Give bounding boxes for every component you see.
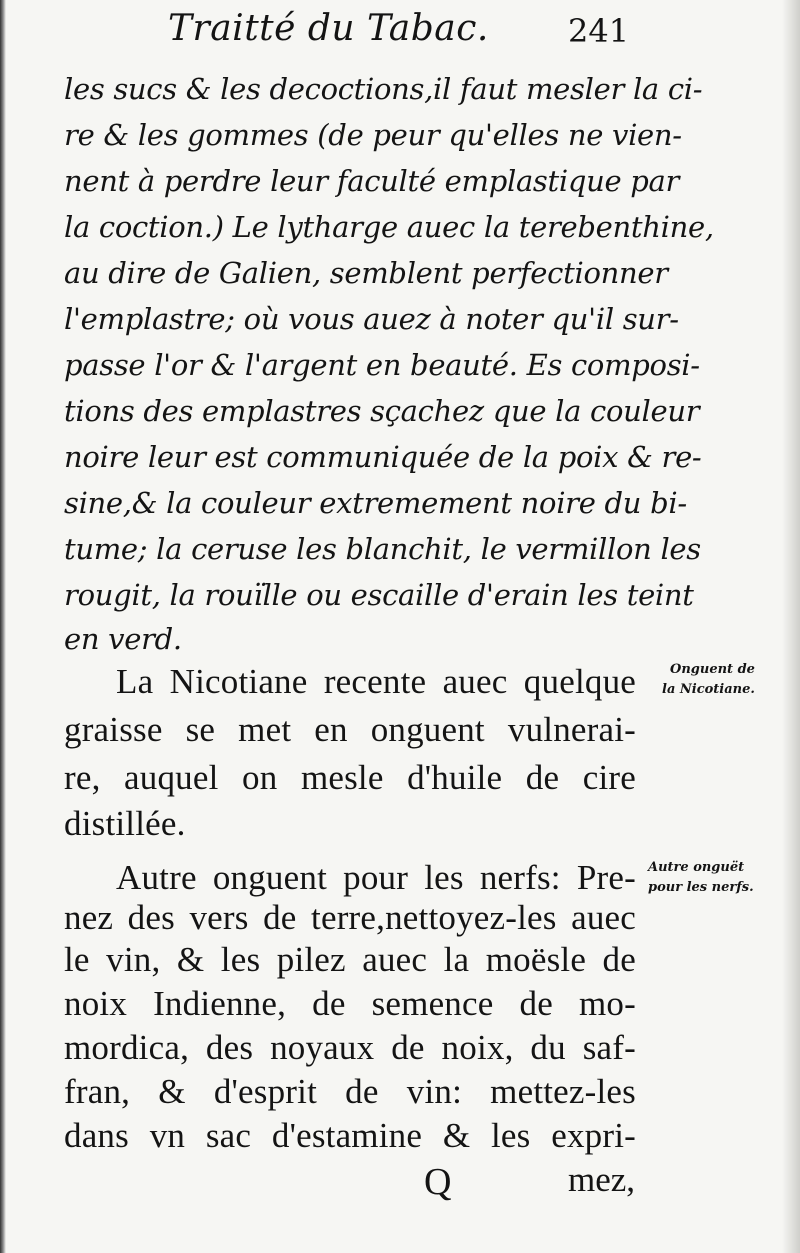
- page-edge-shadow: [782, 0, 800, 1253]
- text-line: distillée.: [64, 804, 186, 843]
- text-line: au dire de Galien, semblent perfectionner: [64, 256, 668, 290]
- signature-mark: Q: [424, 1161, 452, 1203]
- text-line: Autre onguent pour les nerfs: Pre-: [116, 858, 636, 897]
- margin-note-line: la Nicotiane.: [662, 682, 755, 697]
- text-line: re & les gommes (de peur qu'elles ne vien-: [64, 118, 682, 152]
- margin-note-line: Autre onguët: [648, 860, 745, 875]
- page-number: 241: [568, 12, 630, 50]
- running-title: Traitté du Tabac.: [168, 8, 489, 49]
- text-line: passe l'or & l'argent en beauté. Es composi-: [64, 348, 700, 382]
- catchword: mez,: [568, 1160, 636, 1199]
- text-line: graisse se met en onguent vulnerai-: [64, 710, 636, 749]
- margin-note-line: Onguent de: [670, 662, 755, 677]
- text-line: rougit, la rouïlle ou escaille d'erain les teint: [64, 578, 694, 612]
- text-line: dans vn sac d'estamine & les expri-: [64, 1116, 636, 1155]
- page-gutter-shadow: [0, 0, 6, 1253]
- margin-note-nicotiane: [662, 660, 755, 700]
- text-line: le vin, & les pilez auec la moësle de: [64, 940, 636, 979]
- text-line: tions des emplastres sçachez que la couleur: [64, 394, 700, 428]
- text-line: sine,& la couleur extremement noire du bi-: [64, 486, 687, 520]
- text-line: les sucs & les decoctions,il faut mesler la ci-: [64, 72, 703, 106]
- text-line: nez des vers de terre,nettoyez-les auec: [64, 898, 636, 937]
- margin-note-line: pour les nerfs.: [648, 880, 754, 895]
- text-line: tume; la ceruse les blanchit, le vermillon les: [64, 532, 701, 566]
- text-line: fran, & d'esprit de vin: mettez-les: [64, 1072, 636, 1111]
- text-line: l'emplastre; où vous auez à noter qu'il sur-: [64, 302, 679, 336]
- text-line: nent à perdre leur faculté emplastique par: [64, 164, 680, 198]
- text-line: noire leur est communiquée de la poix & re-: [64, 440, 702, 474]
- text-line: noix Indienne, de semence de mo-: [64, 984, 636, 1023]
- margin-note-nerfs: [648, 858, 754, 898]
- text-line: re, auquel on mesle d'huile de cire: [64, 758, 636, 797]
- text-line: la coction.) Le lytharge auec la terebenthine,: [64, 210, 714, 244]
- text-line: La Nicotiane recente auec quelque: [116, 662, 636, 701]
- text-line: mordica, des noyaux de noix, du saf-: [64, 1028, 636, 1067]
- text-line: en verd.: [64, 622, 182, 656]
